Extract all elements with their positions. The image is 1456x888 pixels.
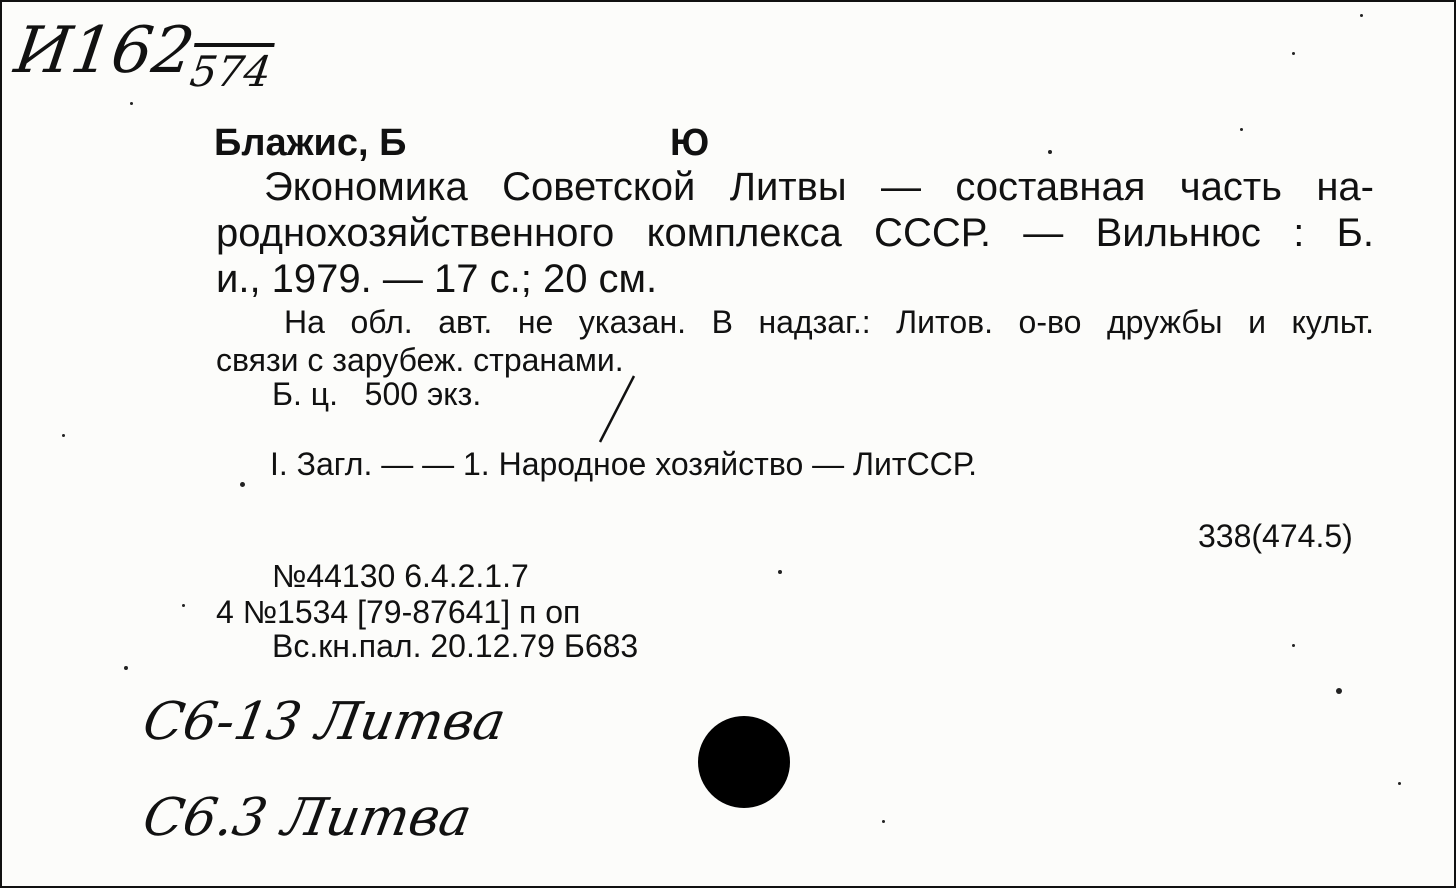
imprint-line-1: №44130 6.4.2.1.7	[272, 558, 529, 594]
scan-speck	[1240, 128, 1243, 131]
imprint-line-2: 4 №1534 [79-87641] п оп	[216, 594, 581, 630]
imprint-line-3: Вс.кн.пал. 20.12.79 Б683	[272, 628, 639, 664]
scan-speck	[130, 102, 133, 105]
scan-speck	[882, 820, 885, 823]
handwritten-subnumber: 574	[187, 47, 275, 96]
scan-speck	[182, 604, 185, 607]
scan-speck	[1292, 52, 1295, 55]
notes-line-1: На обл. авт. не указан. В надзаг.: Литов. о-во дружбы и культ.	[284, 304, 1374, 340]
author-surname: Блажис, Б	[214, 122, 407, 164]
author-initial: Ю	[670, 122, 710, 164]
title-line-2: роднохозяйственного комплекса СССР. — Вильнюс : Б.	[216, 211, 1374, 255]
handwritten-shelfmark-1: С6-13 Литва	[138, 692, 510, 752]
title-line-3: и., 1979. — 17 с.; 20 см.	[216, 257, 658, 301]
scan-speck	[1398, 782, 1401, 785]
scan-speck	[1360, 14, 1363, 17]
scan-speck	[62, 434, 65, 437]
tracings: I. Загл. — — 1. Народное хозяйство — ЛитССР.	[270, 446, 977, 482]
classification-number: 338(474.5)	[1198, 518, 1353, 554]
punch-hole	[698, 716, 790, 808]
scan-speck	[778, 570, 782, 574]
scan-speck	[1336, 688, 1342, 694]
scan-speck	[124, 666, 128, 670]
title-line-1: Экономика Советской Литвы — составная часть на-	[264, 165, 1374, 209]
scan-speck	[1292, 644, 1295, 647]
notes-line-2: связи с зарубеж. странами.	[216, 342, 624, 378]
price-run: Б. ц. 500 экз.	[272, 376, 482, 412]
scan-speck	[240, 482, 245, 487]
scan-speck	[1048, 150, 1052, 154]
handwritten-number: И162	[10, 14, 199, 88]
handwritten-shelfmark-2: С6.3 Литва	[138, 788, 476, 848]
